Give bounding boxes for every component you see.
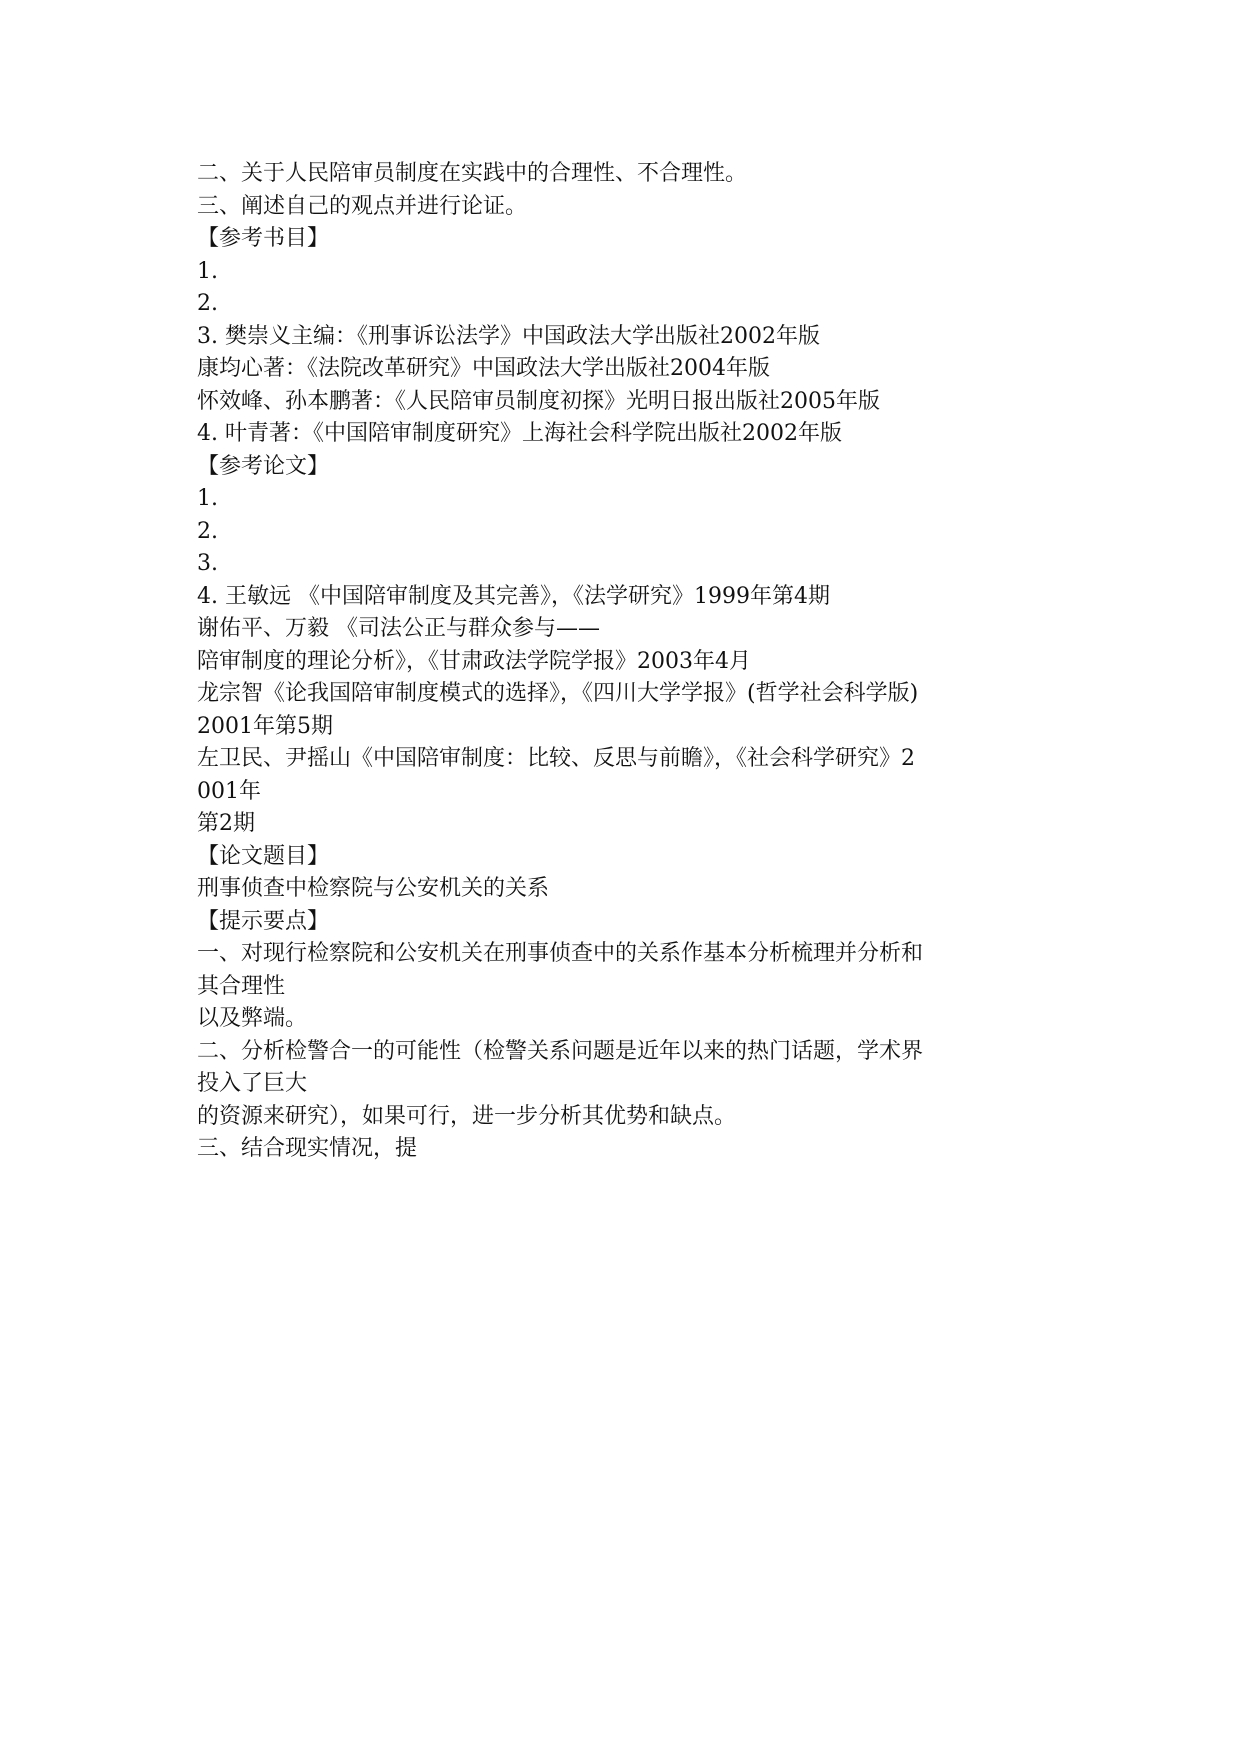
text-line: 三、阐述自己的观点并进行论证。 <box>197 193 528 219</box>
reference-entry: 4. 叶青著：《中国陪审制度研究》上海社会科学院出版社2002年版 <box>197 421 842 446</box>
reference-entry: 康均心著：《法院改革研究》中国政法大学出版社2004年版 <box>197 356 770 381</box>
text-line: 其合理性 <box>197 973 286 999</box>
list-item: 1. <box>197 258 218 284</box>
section-heading: 【提示要点】 <box>197 908 330 934</box>
document-body <box>197 158 1077 1166</box>
reference-entry: 谢佑平、万毅 《司法公正与群众参与—— <box>197 616 600 641</box>
section-heading: 【参考论文】 <box>197 453 330 479</box>
reference-entry: 第2期 <box>197 811 255 836</box>
list-item: 2. <box>197 518 218 544</box>
reference-entry: 怀效峰、孙本鹏著：《人民陪审员制度初探》光明日报出版社2005年版 <box>197 388 880 414</box>
list-item: 2. <box>197 291 218 316</box>
text-line: 投入了巨大 <box>197 1071 308 1096</box>
reference-entry: 左卫民、尹摇山《中国陪审制度：比较、反思与前瞻》，《社会科学研究》2 <box>197 746 915 771</box>
list-item: 3. <box>197 551 218 576</box>
text-line: 二、分析检警合一的可能性（检警关系问题是近年以来的热门话题，学术界 <box>197 1038 924 1064</box>
reference-entry: 陪审制度的理论分析》，《甘肃政法学院学报》2003年4月 <box>197 648 751 674</box>
section-heading: 【参考书目】 <box>197 226 330 251</box>
reference-entry: 3. 樊崇义主编：《刑事诉讼法学》中国政法大学出版社2002年版 <box>197 323 820 349</box>
text-line: 以及弊端。 <box>197 1006 308 1031</box>
text-line: 一、对现行检察院和公安机关在刑事侦查中的关系作基本分析梳理并分析和 <box>197 941 924 966</box>
reference-entry: 001年 <box>197 778 261 804</box>
reference-entry: 2001年第5期 <box>197 713 333 739</box>
text-line: 的资源来研究），如果可行，进一步分析其优势和缺点。 <box>197 1103 737 1129</box>
text-line: 二、关于人民陪审员制度在实践中的合理性、不合理性。 <box>197 161 748 186</box>
list-item: 1. <box>197 486 218 511</box>
paper-title: 刑事侦查中检察院与公安机关的关系 <box>197 876 550 901</box>
reference-entry: 4. 王敏远 《中国陪审制度及其完善》，《法学研究》1999年第4期 <box>197 583 830 609</box>
section-heading: 【论文题目】 <box>197 843 330 869</box>
reference-entry: 龙宗智《论我国陪审制度模式的选择》，《四川大学学报》(哲学社会科学版) <box>197 681 919 706</box>
text-line: 三、结合现实情况，提 <box>197 1136 418 1161</box>
